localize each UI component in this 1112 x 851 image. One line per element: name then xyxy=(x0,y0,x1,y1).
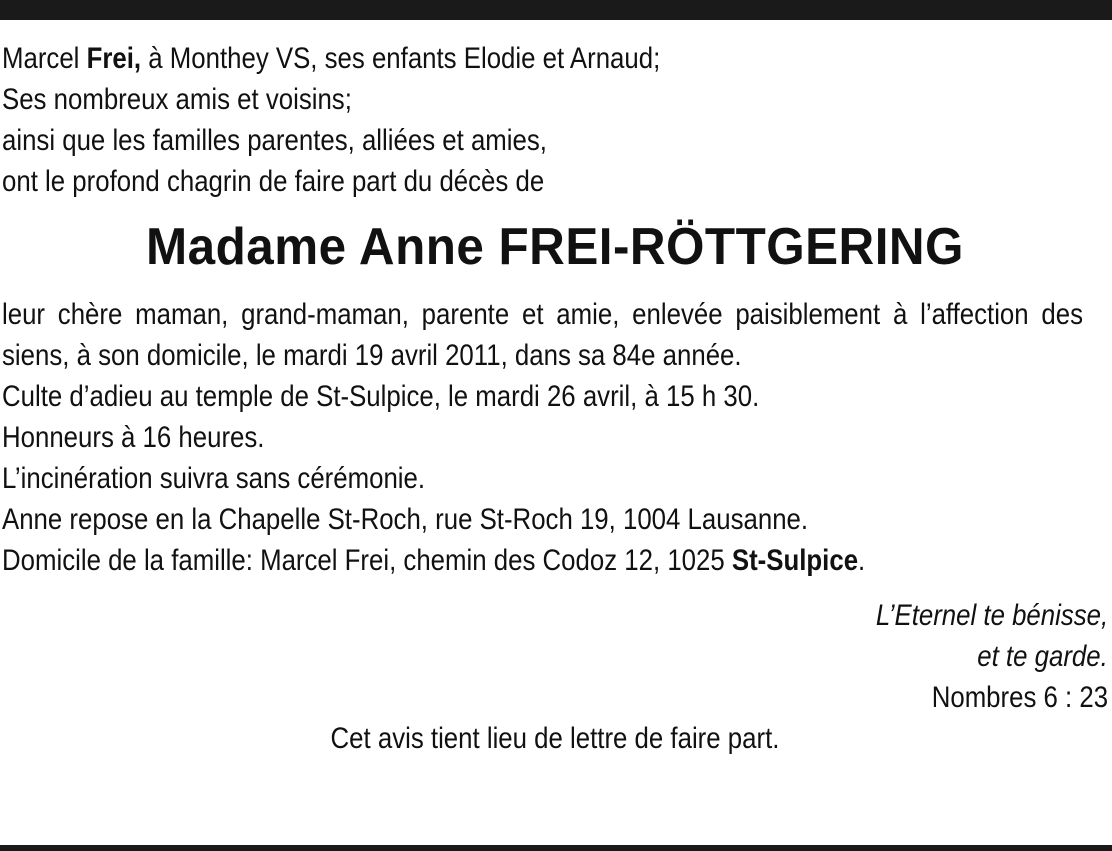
intro-text: à Monthey VS, ses enfants Elodie et Arnaud; xyxy=(141,42,661,75)
quote-line-2 xyxy=(2,636,1108,677)
intro-text: Marcel xyxy=(2,42,87,75)
footer-note-text: Cet avis tient lieu de lettre de faire part. xyxy=(330,722,780,755)
address-text: . xyxy=(858,544,866,577)
spacer xyxy=(2,581,1108,595)
intro-line-1 xyxy=(2,38,953,79)
intro-line-2: Ses nombreux amis et voisins; xyxy=(2,83,352,116)
rest-place-line: Anne repose en la Chapelle St-Roch, rue St-Roch 19, 1004 Lausanne. xyxy=(2,503,809,536)
bottom-border-rule xyxy=(0,845,1112,851)
town-bold: St-Sulpice xyxy=(731,544,859,577)
cremation-line: L’incinération suivra sans cérémonie. xyxy=(2,462,426,495)
top-border-rule xyxy=(0,0,1112,20)
intro-line-3: ainsi que les familles parentes, alliées et amies, xyxy=(2,124,547,157)
address-text: Domicile de la famille: Marcel Frei, chemin des Codoz 12, 1025 xyxy=(2,544,732,577)
notice-content xyxy=(2,38,1108,759)
quote-reference xyxy=(2,677,1108,718)
quote-reference-text: Nombres 6 : 23 xyxy=(931,681,1108,714)
ceremony-line: Culte d’adieu au temple de St-Sulpice, le mardi 26 avril, à 15 h 30. xyxy=(2,380,760,413)
quote-text: L’Eternel te bénisse, xyxy=(875,599,1108,632)
quote-line-1 xyxy=(2,595,1108,636)
quote-text: et te garde. xyxy=(977,640,1108,673)
description-paragraph: leur chère maman, grand-maman, parente et amie, enlevée paisiblement à l’affection des siens, à son domicile, le mardi 19 avril 2011, dans sa 84e année. xyxy=(2,298,1084,372)
honours-line: Honneurs à 16 heures. xyxy=(2,421,265,454)
surname-bold: Frei, xyxy=(86,42,142,75)
deceased-name: Madame Anne FREI-RÖTTGERING xyxy=(146,218,964,276)
footer-note xyxy=(2,718,1108,759)
intro-line-4: ont le profond chagrin de faire part du décès de xyxy=(2,165,545,198)
family-address-line xyxy=(2,540,953,581)
